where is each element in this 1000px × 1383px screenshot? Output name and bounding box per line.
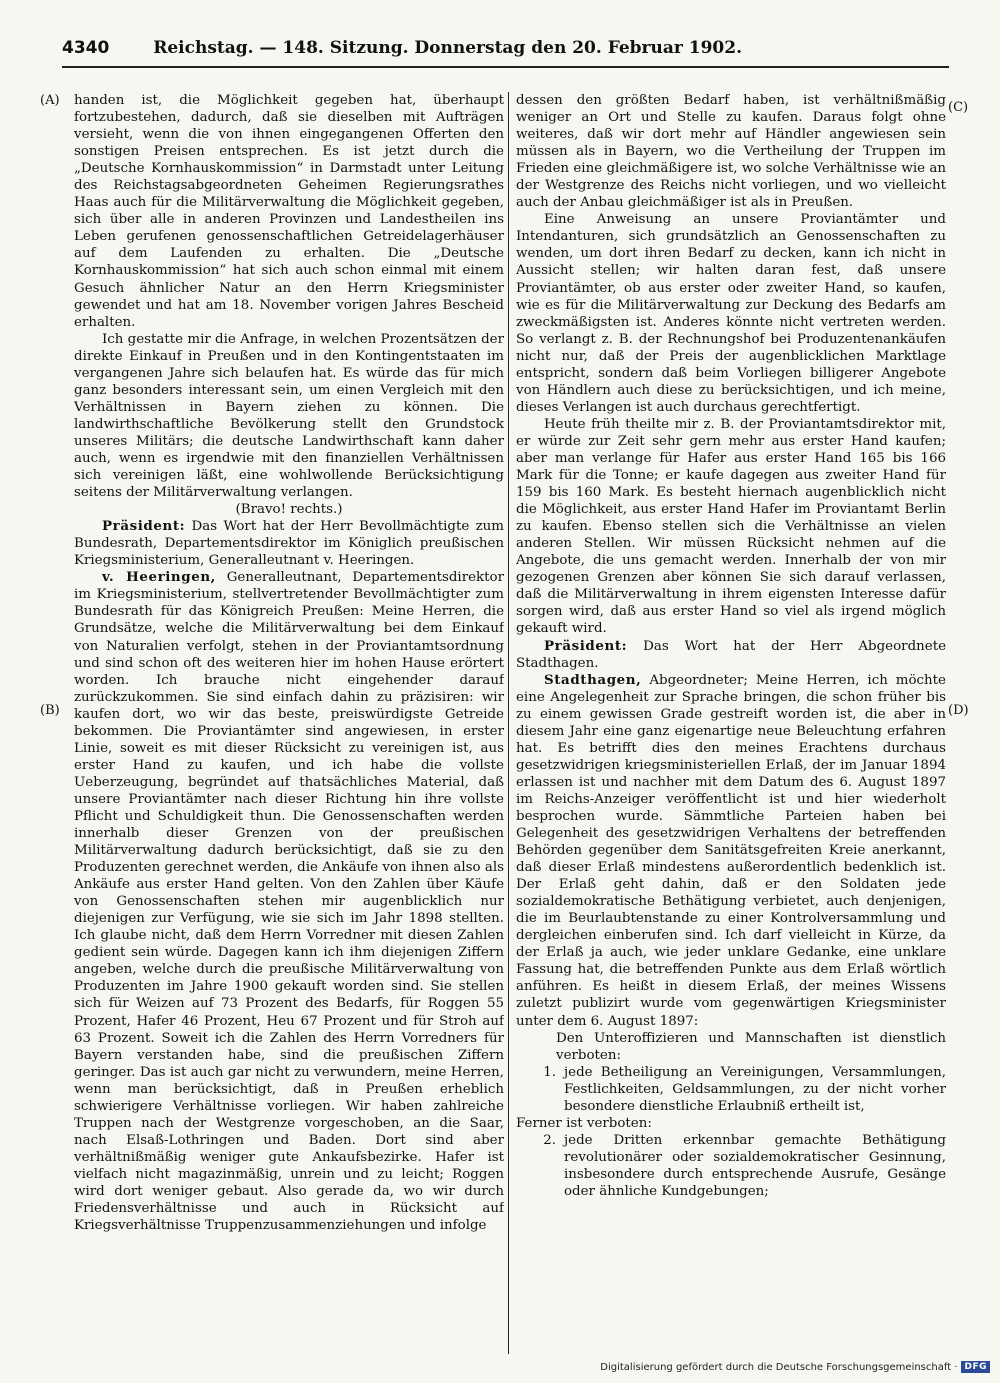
column-divider xyxy=(508,92,509,1354)
paragraph: handen ist, die Möglichkeit gegeben hat, überhaupt fortzubestehen, dadurch, daß sie dieselben mit Aufträgen versieht, wenn die von ihnen eingegangenen Offerten den sonstigen Preisen entsprechen. Es ist jetzt durch die „Deutsche Kornhauskommission“ in Darmstadt unter Leitung des Reichstagsabgeordneten Geheimen Regierungsrathes Haas auch für die Militärverwaltung die Möglichkeit gegeben, sich über alle in anderen Provinzen und Landestheilen ins Leben gerufenen genossenschaftlichen Getreidelagerhäuser auf dem Laufenden zu erhalten. Die „Deutsche Kornhauskommission“ hat sich auch schon einmal mit einem Gesuch ähnlicher Natur an den Herrn Kriegsminister gewendet und hat am 18. November vorigen Jahres Bescheid erhalten. xyxy=(74,93,504,330)
list-number: 2. xyxy=(543,1132,556,1148)
paragraph xyxy=(516,672,946,1030)
interjection: (Bravo! rechts.) xyxy=(235,502,343,518)
left-column xyxy=(74,92,504,1354)
paragraph: Ferner ist verboten: xyxy=(516,1115,652,1131)
speaker-label: Präsident: xyxy=(544,637,628,654)
running-title: Reichstag. — 148. Sitzung. Donnerstag den 20. Februar 1902. xyxy=(153,38,742,58)
speech-text: Das Wort hat der Herr Abgeordnete Stadthagen. xyxy=(516,638,946,671)
margin-marker-a: (A) xyxy=(40,93,60,108)
page-header xyxy=(62,28,942,58)
speaker-label: v. Heeringen, xyxy=(102,569,216,586)
paragraph: Ich gestatte mir die Anfrage, in welchen Prozentsätzen der direkte Einkauf in Preußen und in den Kontingentstaaten im vergangenen Jahre sich belaufen hat. Es würde das für mich ganz besonders interessant sein, um einen Vergleich mit den Verhältnissen in Bayern ziehen zu können. Die landwirthschaftliche Bevölkerung stellt den Grundstock unseres Militärs; die deutsche Landwirthschaft kann daher auch, wenn es irgendwie mit den finanziellen Verhältnissen sich vereinigen läßt, eine wohlwollende Berücksichtigung seitens der Militärverwaltung verlangen. xyxy=(74,331,504,501)
list-item xyxy=(516,1064,946,1115)
list-item xyxy=(516,1132,946,1200)
header-rule xyxy=(62,66,949,68)
paragraph xyxy=(516,638,946,672)
list-text: jede Betheiligung an Vereinigungen, Versammlungen, Festlichkeiten, Geldsammlungen, zu der nicht vorher besondere dienstliche Erlaubniß ertheilt ist, xyxy=(564,1064,946,1114)
paragraph xyxy=(74,518,504,569)
paragraph: dessen den größten Bedarf haben, ist verhältnißmäßig weniger an Ort und Stelle zu kaufen. Daraus folgt ohne weiteres, daß wir dort mehr auf Händler angewiesen sein müssen als in Bayern, wo die Vertheilung der Truppen im Frieden eine gleichmäßigere ist, wo solche Verhältnisse wie an der Westgrenze des Reichs nicht vorliegen, und wo vielleicht auch der Anbau gleichmäßiger ist als in Preußen. xyxy=(516,93,946,211)
speech-text: Abgeordneter; Meine Herren, ich möchte eine Angelegenheit zur Sprache bringen, die schon früher bis zu einem gewissen Grade gestreift worden ist, die aber in diesem Jahr eine ganz eigenartige neue Beleuchtung erfahren hat. Es betrifft dies den meines Erachtens durchaus gesetzwidrigen kriegsministeriellen Erlaß, der im Januar 1894 erlassen ist und nachher mit dem Datum des 6. August 1897 im Reichs-Anzeiger veröffentlicht ist und hier wiederholt besprochen wurde. Sämmtliche Parteien haben bei Gelegenheit des gesetzwidrigen Verhaltens der betreffenden Behörden gegenüber dem Sanitätsgefreiten Kreie anerkannt, daß dieser Erlaß mindestens außerordentlich bedenklich ist. Der Erlaß geht dahin, daß er den Soldaten jede sozialdemokratische Bethätigung verbietet, auch denjenigen, die im Beurlaubtenstande zu einer Kontrolversammlung und dergleichen einberufen sind. Ich darf vielleicht in Kürze, da der Erlaß ja auch, wie jeder unklare Gedanke, eine unklare Fassung hat, die betreffenden Punkte aus dem Erlaß wörtlich anführen. Es heißt in diesem Erlaß, der meines Wissens zuletzt publizirt wurde vom gegenwärtigen Kriegsminister unter dem 6. August 1897: xyxy=(516,672,946,1029)
right-column xyxy=(516,92,946,1354)
speech-text: Das Wort hat der Herr Bevollmächtigte zum Bundesrath, Departementsdirektor im Königlich preußischen Kriegsministerium, Generalleutnant v. Heeringen. xyxy=(74,519,504,569)
speaker-label: Stadthagen, xyxy=(544,671,642,688)
list-text: jede Dritten erkennbar gemachte Bethätigung revolutionärer oder sozialdemokratischer Gesinnung, insbesondere durch entsprechende Ausrufe, Gesänge oder ähnliche Kundgebungen; xyxy=(564,1132,946,1199)
paragraph: Heute früh theilte mir z. B. der Proviantamtsdirektor mit, er würde zur Zeit sehr gern mehr aus erster Hand kaufen; aber man verlange für Hafer aus erster Hand 165 bis 166 Mark für die Tonne; er kaufe dagegen aus zweiter Hand für 159 bis 160 Mark. Es besteht hiernach augenblicklich nicht die Möglichkeit, aus erster Hand Hafer im Proviantamt Berlin zu kaufen. Ebenso stellen sich die Verhältnisse an vielen anderen Stellen. Wir müssen Rücksicht nehmen auf die Angebote, die uns gemacht werden. Innerhalb der von mir gezogenen Grenzen aber können Sie sich darauf verlassen, daß die Militärverwaltung in ihrem eigensten Interesse dafür sorgen wird, daß aus erster Hand so viel als irgend möglich gekauft wird. xyxy=(516,416,946,637)
dfg-logo: DFG xyxy=(961,1361,990,1373)
margin-marker-c: (C) xyxy=(948,100,969,115)
margin-marker-b: (B) xyxy=(40,703,60,718)
page-number: 4340 xyxy=(62,38,110,58)
quote-intro: Den Unteroffizieren und Mannschaften ist dienstlich verboten: xyxy=(556,1030,946,1063)
digitization-credit xyxy=(600,1361,990,1373)
paragraph xyxy=(74,569,504,1234)
speech-text: Generalleutnant, Departementsdirektor im Kriegsministerium, stellvertretender Bevollmächtigter zum Bundesrath für das Königreich Preußen: Meine Herren, die Grundsätze, welche die Militärverwaltung bei dem Einkauf von Naturalien verfolgt, stehen in der Proviantamtsordnung und sind schon oft des weiteren hier im hohen Hause erörtert worden. Ich brauche nicht eingehender darauf zurückzukommen. Sie sind einfach dahin zu präzisiren: wir kaufen dort, wo wir das beste, preiswürdigste Getreide bekommen. Die Proviantämter sind angewiesen, in erster Linie, soweit es mit dieser Rücksicht zu vereinigen ist, aus erster Hand zu kaufen, und ich habe die vollste Ueberzeugung, begründet auf thatsächliches Material, daß unsere Proviantämter nach dieser Richtung hin ihre vollste Pflicht und Schuldigkeit thun. Die Genossenschaften werden innerhalb dieser Grenzen von der preußischen Militärverwaltung dadurch berücksichtigt, daß sie zu den Produzenten gerechnet werden, die Ankäufe von ihnen also als Ankäufe aus erster Hand gelten. Von den Zahlen über Käufe von Genossenschaften stehen mir augenblicklich nur diejenigen zur Verfügung, wie sie sich im Jahr 1898 stellten. Ich glaube nicht, daß dem Herrn Vorredner mit diesen Zahlen gedient sein würde. Dagegen kann ich ihm diejenigen Ziffern angeben, welche durch die preußische Militärverwaltung von Produzenten im Jahre 1900 gekauft worden sind. Sie stellen sich für Weizen auf 73 Prozent des Bedarfs, für Roggen 55 Prozent, Hafer 46 Prozent, Heu 67 Prozent und für Stroh auf 63 Prozent. Soweit ich die Zahlen des Herrn Vorredners für Bayern verstanden habe, sind die preußischen Ziffern geringer. Das ist auch gar nicht zu verwundern, meine Herren, wenn man berücksichtigt, daß in Preußen erheblich schwierigere Verhältnisse vorliegen. Wir haben zahlreiche Truppen nach der Westgrenze vorgeschoben, an die Saar, nach Elsaß-Lothringen und Baden. Dort sind aber verhältnißmäßig weniger gute Ankaufsbezirke. Hafer ist vielfach nicht magazinmäßig, unrein und zu leicht; Roggen wird dort weniger gebaut. Also gerade da, wo wir durch Friedensverhältnisse und auch in Rücksicht auf Kriegsverhältnisse Truppenzusammenziehungen und infolge xyxy=(74,570,504,1234)
margin-marker-d: (D) xyxy=(948,703,969,718)
paragraph: Eine Anweisung an unsere Proviantämter und Intendanturen, sich grundsätzlich an Genossenschaften zu wenden, um dort ihren Bedarf zu decken, kann ich nicht in Aussicht stellen; wir halten daran fest, daß unsere Proviantämter, ob aus erster oder zweiter Hand, so kaufen, wie es für die Militärverwaltung zur Deckung des Bedarfs am zweckmäßigsten ist. Anderes könnte nicht vertreten werden. So verlangt z. B. der Rechnungshof bei Produzentenankäufen nicht nur, daß der Preis der augenblicklichen Marktlage entspricht, sondern daß beim Vorliegen billigerer Angebote von Händlern auch diese zu berücksichtigen, und ich meine, dieses Verlangen ist auch durchaus gerechtfertigt. xyxy=(516,212,946,415)
speaker-label: Präsident: xyxy=(102,518,186,535)
list-number: 1. xyxy=(543,1064,556,1080)
credit-text: Digitalisierung gefördert durch die Deutsche Forschungsgemeinschaft · xyxy=(600,1361,958,1373)
